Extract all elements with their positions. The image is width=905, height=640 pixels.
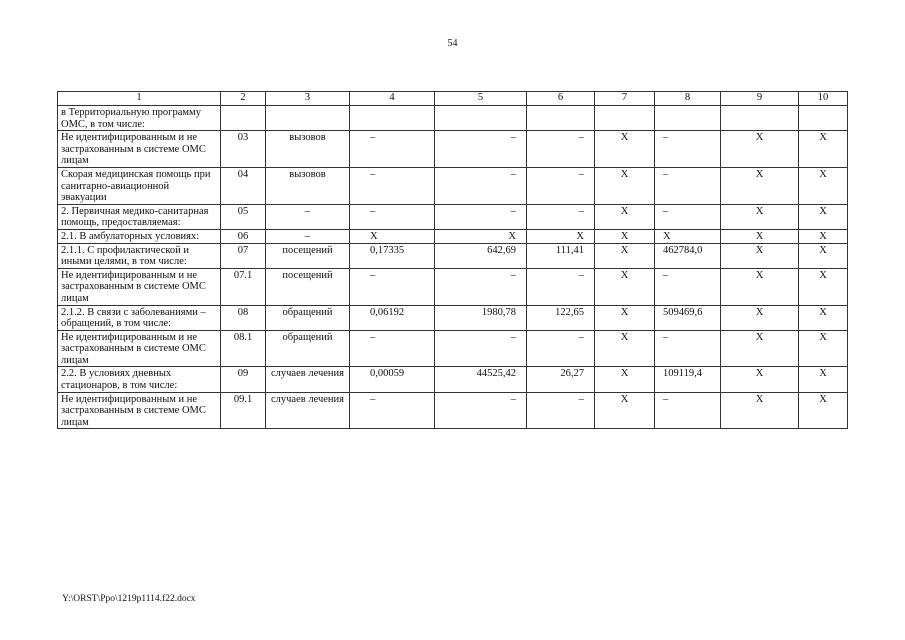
- table-cell: 509469,6: [655, 305, 721, 330]
- table-cell: случаев лечения: [266, 392, 350, 429]
- table-cell: –: [527, 131, 595, 168]
- table-cell: Х: [655, 229, 721, 243]
- table-cell: –: [435, 268, 527, 305]
- table-cell: –: [655, 204, 721, 229]
- table-cell: обращений: [266, 305, 350, 330]
- table-cell: –: [350, 268, 435, 305]
- table-cell: –: [350, 392, 435, 429]
- table-cell: Х: [721, 330, 799, 367]
- table-cell: –: [350, 131, 435, 168]
- table-cell: –: [266, 229, 350, 243]
- table-cell: [595, 106, 655, 131]
- table-cell: Х: [799, 268, 848, 305]
- table-cell: Х: [595, 367, 655, 392]
- table-cell: Х: [799, 367, 848, 392]
- table-cell: Х: [595, 268, 655, 305]
- data-table: [57, 91, 848, 429]
- table-cell: Х: [595, 167, 655, 204]
- table-body: [58, 106, 848, 429]
- table-cell: [655, 106, 721, 131]
- header-row: [58, 92, 848, 106]
- table-cell: Х: [595, 229, 655, 243]
- table-header: [58, 92, 848, 106]
- table-cell: вызовов: [266, 131, 350, 168]
- table-cell: 1980,78: [435, 305, 527, 330]
- table-cell: Х: [527, 229, 595, 243]
- table-row: [58, 330, 848, 367]
- column-header-2: 2: [221, 92, 266, 106]
- table-cell: 2.1.2. В связи с заболеваниями – обращений, в том числе:: [58, 305, 221, 330]
- table-cell: 09: [221, 367, 266, 392]
- table-cell: 06: [221, 229, 266, 243]
- table-cell: –: [527, 392, 595, 429]
- table-cell: Х: [350, 229, 435, 243]
- column-header-7: 7: [595, 92, 655, 106]
- table-cell: [799, 106, 848, 131]
- table-row: [58, 229, 848, 243]
- table-cell: 26,27: [527, 367, 595, 392]
- table-cell: 08.1: [221, 330, 266, 367]
- table-cell: 08: [221, 305, 266, 330]
- table-cell: Не идентифицированным и не застрахованным в системе ОМС лицам: [58, 131, 221, 168]
- table-cell: 09.1: [221, 392, 266, 429]
- table-cell: Х: [799, 392, 848, 429]
- table-cell: обращений: [266, 330, 350, 367]
- table-cell: Х: [595, 243, 655, 268]
- table-cell: Х: [799, 204, 848, 229]
- table-cell: 0,17335: [350, 243, 435, 268]
- table-cell: 03: [221, 131, 266, 168]
- table-row: [58, 106, 848, 131]
- table-cell: –: [527, 330, 595, 367]
- column-header-1: 1: [58, 92, 221, 106]
- table-cell: –: [527, 204, 595, 229]
- table-cell: случаев лечения: [266, 367, 350, 392]
- table-cell: Х: [721, 243, 799, 268]
- column-header-4: 4: [350, 92, 435, 106]
- table-cell: Х: [799, 305, 848, 330]
- table-cell: –: [527, 167, 595, 204]
- table-cell: 111,41: [527, 243, 595, 268]
- table-cell: –: [435, 131, 527, 168]
- table-cell: 07: [221, 243, 266, 268]
- table-cell: Х: [721, 204, 799, 229]
- table-row: [58, 305, 848, 330]
- table-cell: –: [435, 330, 527, 367]
- table-cell: [221, 106, 266, 131]
- table-cell: –: [655, 268, 721, 305]
- table-cell: [527, 106, 595, 131]
- table-cell: [266, 106, 350, 131]
- table-cell: Х: [721, 367, 799, 392]
- table-cell: 44525,42: [435, 367, 527, 392]
- column-header-9: 9: [721, 92, 799, 106]
- table-cell: Х: [595, 204, 655, 229]
- table-cell: Х: [799, 330, 848, 367]
- table-cell: 04: [221, 167, 266, 204]
- table-row: [58, 131, 848, 168]
- table-cell: посещений: [266, 243, 350, 268]
- table-cell: 2. Первичная медико-санитарная помощь, предоставляемая:: [58, 204, 221, 229]
- table-cell: –: [435, 392, 527, 429]
- table-cell: 109119,4: [655, 367, 721, 392]
- table-cell: –: [655, 330, 721, 367]
- column-header-8: 8: [655, 92, 721, 106]
- table-cell: Х: [721, 305, 799, 330]
- table-cell: Х: [799, 243, 848, 268]
- table-cell: Х: [435, 229, 527, 243]
- table-cell: Не идентифицированным и не застрахованным в системе ОМС лицам: [58, 392, 221, 429]
- table-cell: 07.1: [221, 268, 266, 305]
- table-cell: 642,69: [435, 243, 527, 268]
- table-cell: Х: [595, 131, 655, 168]
- table-cell: –: [350, 204, 435, 229]
- table-cell: Х: [721, 268, 799, 305]
- table-cell: –: [655, 392, 721, 429]
- table-row: [58, 167, 848, 204]
- table-cell: Х: [595, 330, 655, 367]
- table-cell: –: [435, 167, 527, 204]
- table-cell: посещений: [266, 268, 350, 305]
- table-cell: вызовов: [266, 167, 350, 204]
- table-cell: в Территориальную программу ОМС, в том числе:: [58, 106, 221, 131]
- table-cell: Х: [799, 167, 848, 204]
- table-cell: –: [435, 204, 527, 229]
- table-cell: –: [527, 268, 595, 305]
- table-cell: –: [655, 167, 721, 204]
- table-cell: Х: [799, 131, 848, 168]
- table-row: [58, 392, 848, 429]
- table-cell: Х: [595, 392, 655, 429]
- table-row: [58, 243, 848, 268]
- table-cell: Х: [721, 167, 799, 204]
- table-cell: –: [266, 204, 350, 229]
- table-cell: Х: [595, 305, 655, 330]
- table-cell: [435, 106, 527, 131]
- column-header-3: 3: [266, 92, 350, 106]
- table-row: [58, 367, 848, 392]
- table-cell: 2.1. В амбулаторных условиях:: [58, 229, 221, 243]
- table-row: [58, 268, 848, 305]
- table-cell: [350, 106, 435, 131]
- table-cell: 122,65: [527, 305, 595, 330]
- table-cell: 2.1.1. С профилактической и иными целями, в том числе:: [58, 243, 221, 268]
- table-cell: Х: [721, 392, 799, 429]
- table-cell: 0,00059: [350, 367, 435, 392]
- table-cell: Не идентифицированным и не застрахованным в системе ОМС лицам: [58, 330, 221, 367]
- table-cell: Не идентифицированным и не застрахованным в системе ОМС лицам: [58, 268, 221, 305]
- column-header-6: 6: [527, 92, 595, 106]
- table-cell: Х: [721, 229, 799, 243]
- column-header-10: 10: [799, 92, 848, 106]
- footer-file-path: Y:\ORST\Ppo\1219p1114.f22.docx: [62, 594, 196, 604]
- table-cell: –: [350, 167, 435, 204]
- table-cell: –: [350, 330, 435, 367]
- table-cell: [721, 106, 799, 131]
- table-cell: 462784,0: [655, 243, 721, 268]
- page-number: 54: [447, 38, 458, 49]
- table-cell: Х: [799, 229, 848, 243]
- table-cell: 0,06192: [350, 305, 435, 330]
- column-header-5: 5: [435, 92, 527, 106]
- table-cell: Х: [721, 131, 799, 168]
- table-row: [58, 204, 848, 229]
- table-cell: Скорая медицинская помощь при санитарно-авиационной эвакуации: [58, 167, 221, 204]
- table-cell: 05: [221, 204, 266, 229]
- table-cell: –: [655, 131, 721, 168]
- table-cell: 2.2. В условиях дневных стационаров, в том числе:: [58, 367, 221, 392]
